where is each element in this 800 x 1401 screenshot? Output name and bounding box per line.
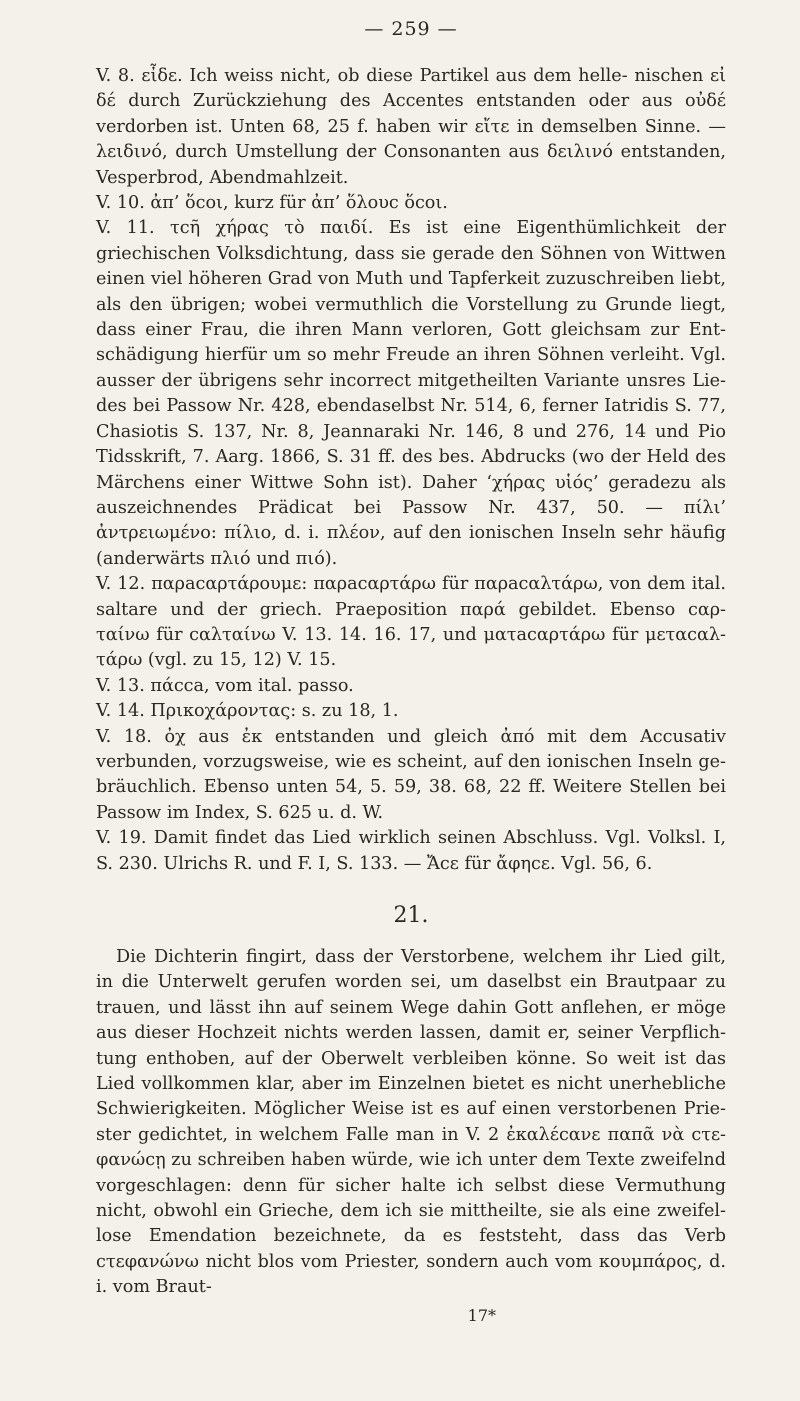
note-v12: V. 12. παρacαρτάρουμε: παρacαρτάρω für παρacαλτάρω, von dem ital. saltare und der griech. Praeposition παρά gebildet. Ebenso cαρ- ταίνω für cαλταίνω V. 13. 14. 16. 17, und ματacαρτάρω für μεταcαλ- τάρω (vgl. zu 15, 12) V. 15.: [96, 574, 726, 671]
note-v10: V. 10. ἀπ’ ὅcoι, kurz für ἀπ’ ὅλουc ὅcoι.: [96, 193, 448, 214]
note-v14: V. 14. Πρικοχάροντας: s. zu 18, 1.: [96, 701, 399, 722]
note-v18: V. 18. ὀχ aus ἐκ entstanden und gleich ἀπό mit dem Accusativ verbunden, vorzugsweise, wie es scheint, auf den ionischen Inseln ge- bräuchlich. Ebenso unten 54, 5. 59, 38. 68, 22 ff. Weitere Stellen bei Passow im Index, S. 625 u. d. W.: [96, 726, 726, 823]
note-v19: V. 19. Damit findet das Lied wirklich seinen Abschluss. Vgl. Volksl. I, S. 230. Ulrichs R. und F. I, S. 133. — Ἄcε für ἄφηcε. Vgl. 56, 6.: [96, 828, 726, 874]
page-header: — 259 —: [364, 18, 458, 40]
note-v11: V. 11. τcῆ χήρας τὸ παιδί. Es ist eine Eigenthümlichkeit der griechischen Volksdichtung, dass sie gerade den Söhnen von Wittwen einen viel höheren Grad von Muth und Tapferkeit zuzuschreiben liebt, als den übrigen; wobei vermuthlich die Vorstellung zu Grunde liegt, dass einer Frau, die ihren Mann verloren, Gott gleichsam zur Ent- schädigung hierfür um so mehr Freude an ihren Söhnen verleiht. Vgl. ausser der übrigens sehr incorrect mitgetheilten Variante unsres Lie- des bei Passow Nr. 428, ebendaselbst Nr. 514, 6, ferner Iatridis S. 77, Chasiotis S. 137, Nr. 8, Jeannaraki Nr. 146, 8 und 276, 14 und Pio Tidsskrift, 7. Aarg. 1866, S. 31 ff. des bes. Abdrucks (wo der Held des Märchens einer Wittwe Sohn ist). Daher ‘χήρας υἱός’ geradezu als auszeichnendes Prädicat bei Passow Nr. 437, 50. — πίλι’ ἀντρειωμένο: πίλιο, d. i. πλέον, auf den ionischen Inseln sehr häufig (anderwärts πλιό und πιό).: [96, 218, 726, 569]
note-v13: V. 13. πάcca, vom ital. passo.: [96, 675, 354, 696]
signature-mark: 17*: [467, 1305, 496, 1325]
section-21-paragraph: Die Dichterin fingirt, dass der Verstorbene, welchem ihr Lied gilt, in die Unterwelt gerufen worden sei, um daselbst ein Brautpaar zu trauen, und lässt ihn auf seinem Wege dahin Gott anflehen, er möge aus dieser Hochzeit nichts werden lassen, damit er, seiner Verpflich- tung enthoben, auf der Oberwelt verbleiben könne. So weit ist das Lied vollkommen klar, aber im Einzelnen bietet es nicht unerhebliche Schwierigkeiten. Möglicher Weise ist es auf einen verstorbenen Prie- ster gedichtet, in welchem Falle man in V. 2 ἐκαλέcανε παπᾶ νὰ cτε- φανώcῃ zu schreiben haben würde, wie ich unter dem Texte zweifelnd vorgeschlagen: denn für sicher halte ich selbst diese Vermuthung nicht, obwohl ein Grieche, dem ich sie mittheilte, sie als eine zweifel- lose Emendation bezeichnete, da es feststeht, dass das Verb cτεφανώνω nicht blos vom Priester, sondern auch vom κουμπάρος, d. i. vom Braut-: [96, 947, 726, 1298]
commentary-body: [96, 64, 726, 1328]
note-v8: V. 8. εἶδε. Ich weiss nicht, ob diese Partikel aus dem helle- nischen εἰ δέ durch Zurückziehung des Accentes entstanden oder aus οὐδέ verdorben ist. Unten 68, 25 f. haben wir εἴτε in demselben Sinne. — λειδινό, durch Umstellung der Consonanten aus δειλινό entstanden, Vesperbrod, Abendmahlzeit.: [96, 66, 726, 188]
section-number: 21.: [393, 903, 429, 928]
